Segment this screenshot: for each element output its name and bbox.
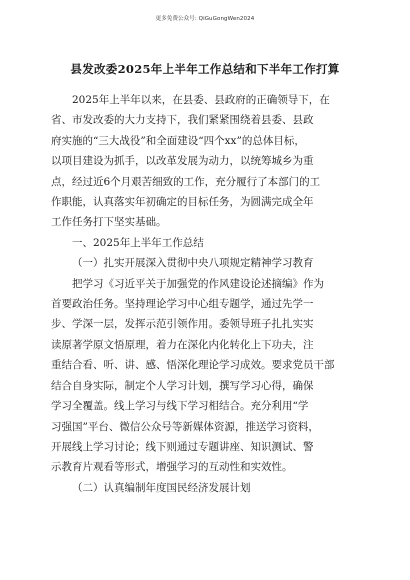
paragraph-line: 省、市发改委的大力支持下，我们紧紧围绕着县委、县政	[51, 114, 314, 127]
section-heading: （二）认真编制年度国民经济发展计划	[72, 481, 251, 494]
paragraph-line: 作职能，认真落实年初确定的目标任务，为圆满完成全年	[51, 196, 314, 209]
paragraph-line: 结合自身实际，制定个人学习计划，撰写学习心得，确保	[51, 379, 314, 392]
paragraph-line: 以项目建设为抓手，以改革发展为动力，以统筹城乡为重	[51, 155, 314, 168]
document-body	[51, 90, 359, 498]
paragraph-line: 2025年上半年以来，在县委、县政府的正确领导下，在	[72, 94, 330, 106]
paragraph-line: 重结合看、听、讲、感、悟深化理论学习成效。要求党员干部	[51, 359, 335, 372]
paragraph-line: 步、学深一层，发挥示范引领作用。委领导班子扎扎实实	[51, 318, 314, 331]
paragraph-line: 工作任务打下坚实基础。	[51, 216, 167, 229]
paragraph-line: 首要政治任务。坚持理论学习中心组专题学，通过先学一	[51, 298, 314, 311]
header-watermark: 更多免费公众号: QiGuGongWen2024	[155, 16, 255, 22]
paragraph-line: 开展线上学习讨论；线下则通过专题讲座、知识测试、警	[51, 440, 314, 453]
section-heading: （一）扎实开展深入贯彻中央八项规定精神学习教育	[72, 257, 314, 270]
paragraph-line: 把学习《习近平关于加强党的作风建设论述摘编》作为	[72, 277, 324, 290]
paragraph-line: 示教育片观看等形式，增强学习的互动性和实效性。	[51, 461, 293, 474]
document-title: 县发改委2025年上半年工作总结和下半年工作打算	[70, 62, 340, 76]
paragraph-line: 点，经过近6个月艰苦细致的工作，充分履行了本部门的工	[51, 175, 321, 188]
section-heading: 一、2025年上半年工作总结	[72, 236, 204, 249]
paragraph-line: 学习全覆盖。线上学习与线下学习相结合。充分利用“学	[51, 400, 309, 413]
paragraph-line: 府实施的“三大战役”和全面建设“四个xx”的总体目标，	[51, 134, 305, 147]
paragraph-line: 读原著学原文悟原理，着力在深化内化转化上下功夫，注	[51, 338, 314, 351]
paragraph-line: 习强国”平台、微信公众号等新媒体资源，推送学习资料，	[51, 420, 319, 433]
